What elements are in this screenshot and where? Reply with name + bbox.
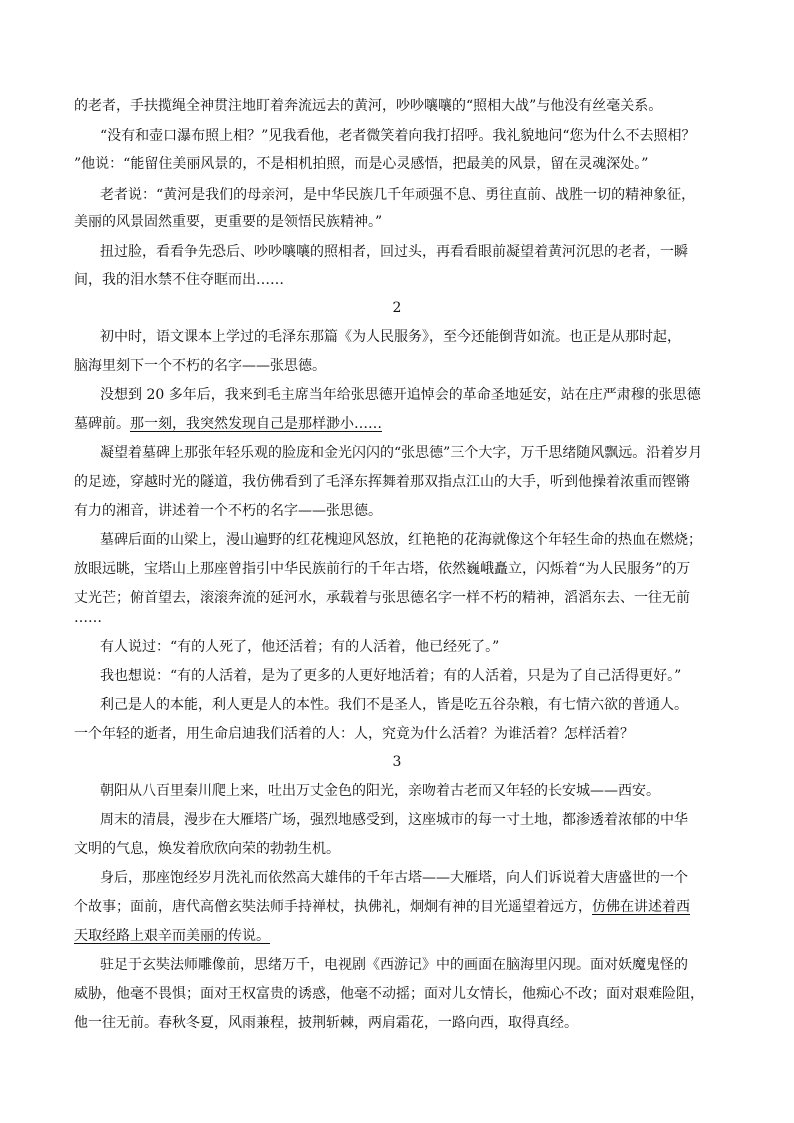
underlined-sentence: 天取经路上艰辛而美丽的传说。	[74, 928, 270, 944]
underlined-sentence: 仿佛在讲述着西	[592, 899, 690, 915]
paragraph-line: 老者说：“黄河是我们的母亲河，是中华民族几千年顽强不息、勇往直前、战胜一切的精神象征，	[100, 187, 696, 203]
section-number: 2	[392, 300, 402, 316]
paragraph-line: “没有和壶口瀑布照上相？”见我看他，老者微笑着向我打招呼。我礼貌地问“您为什么不去照相？	[100, 128, 696, 144]
paragraph-line	[74, 897, 690, 917]
section-number: 3	[392, 754, 402, 770]
paragraph-line: 身后，那座饱经岁月洗礼而依然高大雄伟的千年古塔——大雁塔，向人们诉说着大唐盛世的一个	[100, 870, 688, 886]
paragraph-line: 驻足于玄奘法师雕像前，思绪万千，电视剧《西游记》中的画面在脑海里闪现。面对妖魔鬼怪的	[100, 957, 688, 973]
paragraph-line	[74, 414, 382, 434]
text-segment: 个故事；面前，唐代高僧玄奘法师手持禅杖，执佛礼，炯炯有神的目光遥望着远方，	[74, 899, 592, 915]
paragraph-line: 墓碑后面的山梁上，漫山遍野的红花槐迎风怒放，红艳艳的花海就像这个年轻生命的热血在燃烧；	[100, 532, 702, 548]
paragraph-line: 的足迹，穿越时光的隧道，我仿佛看到了毛泽东挥舞着那双指点江山的大手，听到他操着浓重而铿锵	[74, 474, 690, 490]
paragraph-line: 周末的清晨，漫步在大雁塔广场，强烈地感受到，这座城市的每一寸土地，都渗透着浓郁的中华	[100, 812, 688, 828]
paragraph-line: ”他说：“能留住美丽风景的，不是相机拍照，而是心灵感悟，把最美的风景，留在灵魂深处。”	[74, 156, 649, 172]
paragraph-line: 朝阳从八百里秦川爬上来，吐出万丈金色的阳光，亲吻着古老而又年轻的长安城——西安。	[100, 783, 660, 799]
paragraph-line	[74, 926, 270, 946]
paragraph-line: 的老者，手扶揽绳全神贯注地盯着奔流远去的黄河，吵吵嚷嚷的“照相大战”与他没有丝毫关系。	[74, 98, 663, 114]
paragraph-line: 文明的气息，焕发着欣欣向荣的勃勃生机。	[74, 841, 340, 857]
paragraph-line: 美丽的风景固然重要，更重要的是领悟民族精神。”	[74, 214, 383, 230]
paragraph-line: 有力的湘音，讲述着一个不朽的名字——张思德。	[74, 503, 382, 519]
paragraph-line: 威胁，他毫不畏惧；面对王权富贵的诱惑，他毫不动摇；面对儿女情长，他痴心不改；面对艰难险阻，	[74, 986, 704, 1002]
paragraph-line: 脑海里刻下一个不朽的名字——张思德。	[74, 358, 326, 374]
underlined-sentence: 那一刻，我突然发现自己是那样渺小……	[130, 416, 382, 432]
paragraph-line: 扭过脸，看看争先恐后、吵吵嚷嚷的照相者，回过头，再看看眼前凝望着黄河沉思的老者，一瞬	[100, 244, 688, 260]
paragraph-line: 没想到 20 多年后，我来到毛主席当年给张思德开追悼会的革命圣地延安，站在庄严肃穆的张思德	[100, 387, 701, 403]
paragraph-line: 利己是人的本能，利人更是人的本性。我们不是圣人，皆是吃五谷杂粮，有七情六欲的普通人。	[100, 697, 688, 713]
paragraph-line: 丈光芒；俯首望去，滚滚奔流的延河水，承载着与张思德名字一样不朽的精神，滔滔东去、一往无前	[74, 590, 690, 606]
paragraph-line: 凝望着墓碑上那张年轻乐观的脸庞和金光闪闪的“张思德”三个大字，万千思绪随风飘远。沿着岁月	[100, 445, 703, 461]
paragraph-line: 放眼远眺，宝塔山上那座曾指引中华民族前行的千年古塔，依然巍峨矗立，闪烁着“为人民服务”的万	[74, 561, 691, 577]
paragraph-line: 初中时，语文课本上学过的毛泽东那篇《为人民服务》，至今还能倒背如流。也正是从那时起，	[100, 329, 681, 345]
paragraph-line: 一个年轻的逝者，用生命启迪我们活着的人：人，究竟为什么活着？为谁活着？怎样活着？	[74, 726, 634, 742]
paragraph-line: ……	[74, 610, 102, 626]
paragraph-line: 他一往无前。春秋冬夏，风雨兼程，披荆斩棘，两肩霜花，一路向西，取得真经。	[74, 1015, 578, 1031]
paragraph-line: 有人说过：“有的人死了，他还活着；有的人活着，他已经死了。”	[100, 639, 500, 655]
paragraph-line: 间，我的泪水禁不住夺眶而出……	[74, 272, 284, 288]
paragraph-line: 我也想说：“有的人活着，是为了更多的人更好地活着；有的人活着，只是为了自己活得更好。”	[100, 668, 682, 684]
text-segment: 墓碑前。	[74, 416, 130, 432]
